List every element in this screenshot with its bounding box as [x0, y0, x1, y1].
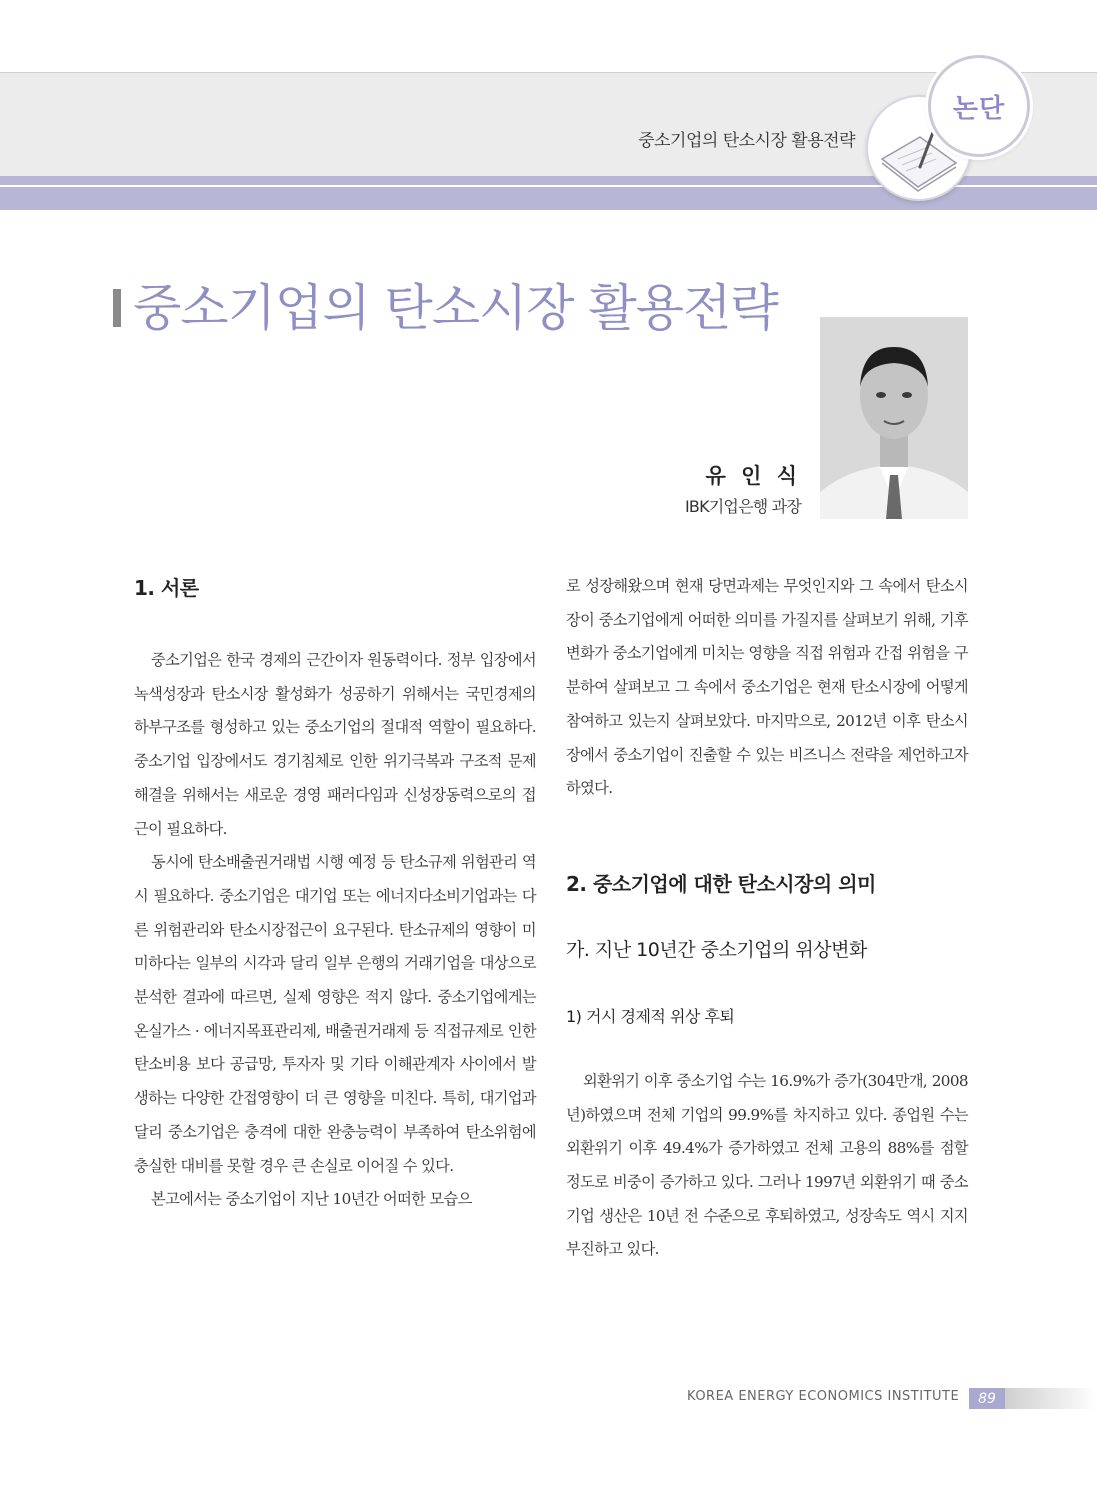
paragraph-continuation: 로 성장해왔으며 현재 당면과제는 무엇인지와 그 속에서 탄소시장이 중소기업에게 어떠한 의미를 가질지를 살펴보기 위해, 기후변화가 중소기업에게 미치는 영향을 직접 위험과 간접 위험을 구분하여 살펴보고 그 속에서 중소기업은 현재 탄소시장에 어떻게 참여하고 있는지 살펴보았다. 마지막으로, 2012년 이후 탄소시장에서 중소기업이 진출할 수 있는 비즈니스 전략을 제언하고자 하였다.: [566, 577, 968, 798]
title-marker: [113, 289, 121, 327]
subsubsection-heading: 1) 거시 경제적 위상 후퇴: [566, 1006, 735, 1026]
section-badge: [928, 55, 1030, 157]
page-number: 89: [969, 1388, 1005, 1409]
author-photo: [820, 317, 968, 519]
page-title: 중소기업의 탄소시장 활용전략: [133, 279, 778, 337]
paragraph: 중소기업은 한국 경제의 근간이자 원동력이다. 정부 입장에서 녹색성장과 탄소시장 활성화가 성공하기 위해서는 국민경제의 하부구조를 형성하고 있는 중소기업의 절대적 역할이 필요하다. 중소기업 입장에서도 경기침체로 인한 위기극복과 구조적 문제 해결을 위해서는 새로운 경영 패러다임과 신성장동력으로의 접근이 필요하다.: [134, 651, 536, 838]
section-heading-introduction: 1. 서론: [134, 576, 199, 600]
footer-gradient-bar: [1005, 1388, 1097, 1409]
footer-publisher: KOREA ENERGY ECONOMICS INSTITUTE: [687, 1389, 960, 1404]
section-heading-meaning: 2. 중소기업에 대한 탄소시장의 의미: [566, 871, 876, 896]
paragraph: 동시에 탄소배출권거래법 시행 예정 등 탄소규제 위험관리 역시 필요하다. 중소기업은 대기업 또는 에너지다소비기업과는 다른 위험관리와 탄소시장접근이 요구된다. 탄소규제의 영향이 미미하다는 일부의 시각과 달리 일부 은행의 거래기업을 대상으로 분석한 결과에 따르면, 실제 영향은 적지 않다. 중소기업에게는 온실가스 · 에너지목표관리제, 배출권거래제 등 직접규제로 인한 탄소비용 보다 공급망, 투자자 및 기타 이해관계자 사이에서 발생하는 다양한 간접영향이 더 큰 영향을 미친다. 특히, 대기업과 달리 중소기업은 충격에 대한 완충능력이 부족하여 탄소위험에 충실한 대비를 못할 경우 큰 손실로 이어질 수 있다.: [134, 853, 536, 1175]
left-column: [134, 572, 536, 1217]
header-rule: [0, 72, 1097, 73]
running-title: 중소기업의 탄소시장 활용전략: [638, 131, 855, 151]
subsection-heading: 가. 지난 10년간 중소기업의 위상변화: [566, 938, 867, 961]
author-name: 유 인 식: [705, 464, 801, 488]
paragraph: 본고에서는 중소기업이 지난 10년간 어떠한 모습으: [151, 1190, 472, 1209]
paragraph: 외환위기 이후 중소기업 수는 16.9%가 증가(304만개, 2008년)하였으며 전체 기업의 99.9%를 차지하고 있다. 종업원 수는 외환위기 이후 49.4%가 증가하였고 전체 고용의 88%를 점할 정도로 비중이 증가하고 있다. 그러나 1997년 외환위기 때 중소기업 생산은 10년 전 수준으로 후퇴하였고, 성장속도 역시 지지부진하고 있다.: [566, 1071, 968, 1259]
right-column: [566, 572, 968, 1267]
section-badge-label: 논단: [952, 93, 1006, 124]
author-affiliation: IBK기업은행 과장: [684, 497, 801, 516]
